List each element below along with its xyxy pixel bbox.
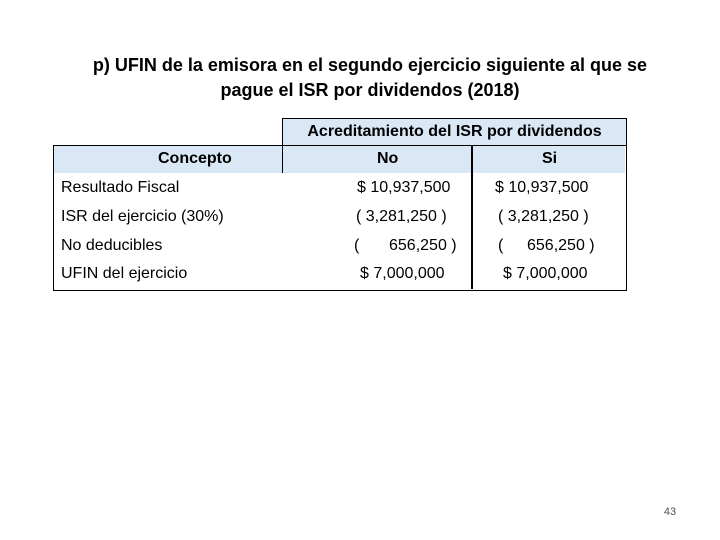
row-concept: UFIN del ejercicio xyxy=(61,265,188,282)
row-value-no: 656,250 ) xyxy=(389,237,457,254)
row-value-si-open: ( xyxy=(498,237,504,254)
row-concept: No deducibles xyxy=(61,237,163,254)
slide-title xyxy=(40,53,700,103)
row-concept: ISR del ejercicio (30%) xyxy=(61,208,224,225)
row-value-no: $ 7,000,000 xyxy=(360,265,445,282)
divider-concept xyxy=(282,146,283,173)
group-header: Acreditamiento del ISR por dividendos xyxy=(282,118,627,146)
title-line-1: p) UFIN de la emisora en el segundo ejercicio siguiente al que se xyxy=(92,55,648,75)
row-value-no-open: ( xyxy=(354,237,360,254)
row-value-si: $ 7,000,000 xyxy=(503,265,588,282)
row-value-no: $ 10,937,500 xyxy=(357,179,451,196)
page-number: 43 xyxy=(663,506,677,518)
column-header-no: No xyxy=(377,150,399,167)
column-header-concepto: Concepto xyxy=(158,150,232,167)
row-value-no: ( 3,281,250 ) xyxy=(356,208,447,225)
title-line-2: pague el ISR por dividendos (2018) xyxy=(220,80,520,100)
row-value-si: 656,250 ) xyxy=(527,237,595,254)
values-header-band xyxy=(283,146,625,173)
row-concept: Resultado Fiscal xyxy=(61,179,180,196)
column-header-si: Si xyxy=(542,150,558,167)
divider-no-si xyxy=(471,146,473,289)
row-value-si: $ 10,937,500 xyxy=(495,179,589,196)
ufin-table xyxy=(53,145,627,291)
row-value-si: ( 3,281,250 ) xyxy=(498,208,589,225)
